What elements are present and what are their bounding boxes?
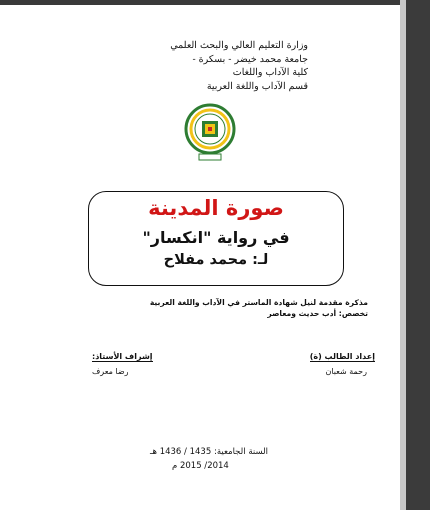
ministry-line: وزارة التعليم العالي والبحث العلمي <box>170 40 308 51</box>
university-line: جامعة محمد خيضر - بسكرة - <box>192 53 308 65</box>
supervisor-name: رضا معرف <box>92 367 129 376</box>
thesis-title: صورة المدينة <box>148 196 284 220</box>
supervisor-label: إشراف الأستاذ: <box>92 352 153 361</box>
university-logo <box>183 99 237 165</box>
thesis-subtitle: في رواية "انكسار" <box>142 228 290 247</box>
academic-year-hijri: السنة الجامعية: 1435 / 1436 هـ <box>150 447 268 457</box>
prepared-by-label: إعداد الطالب (ة) <box>309 352 375 361</box>
faculty-line: كلية الآداب واللغات <box>232 67 308 78</box>
memo-line-degree: مذكرة مقدمة لنيل شهادة الماستر في الآداب واللغة العربية <box>149 298 368 307</box>
student-name: رحمة شعبان <box>325 367 367 376</box>
department-line: قسم الآداب واللغة العربية <box>206 80 308 92</box>
academic-year-gregorian: 2014/ 2015 م <box>172 461 229 471</box>
memo-description <box>128 297 368 319</box>
novel-author: لـ: محمد مفلاح <box>163 252 269 268</box>
viewer-scrollbar-area[interactable] <box>406 0 430 510</box>
institution-header <box>170 39 308 93</box>
memo-line-specialty: تخصص: أدب حديث ومعاصر <box>267 309 368 318</box>
title-box <box>88 191 344 286</box>
